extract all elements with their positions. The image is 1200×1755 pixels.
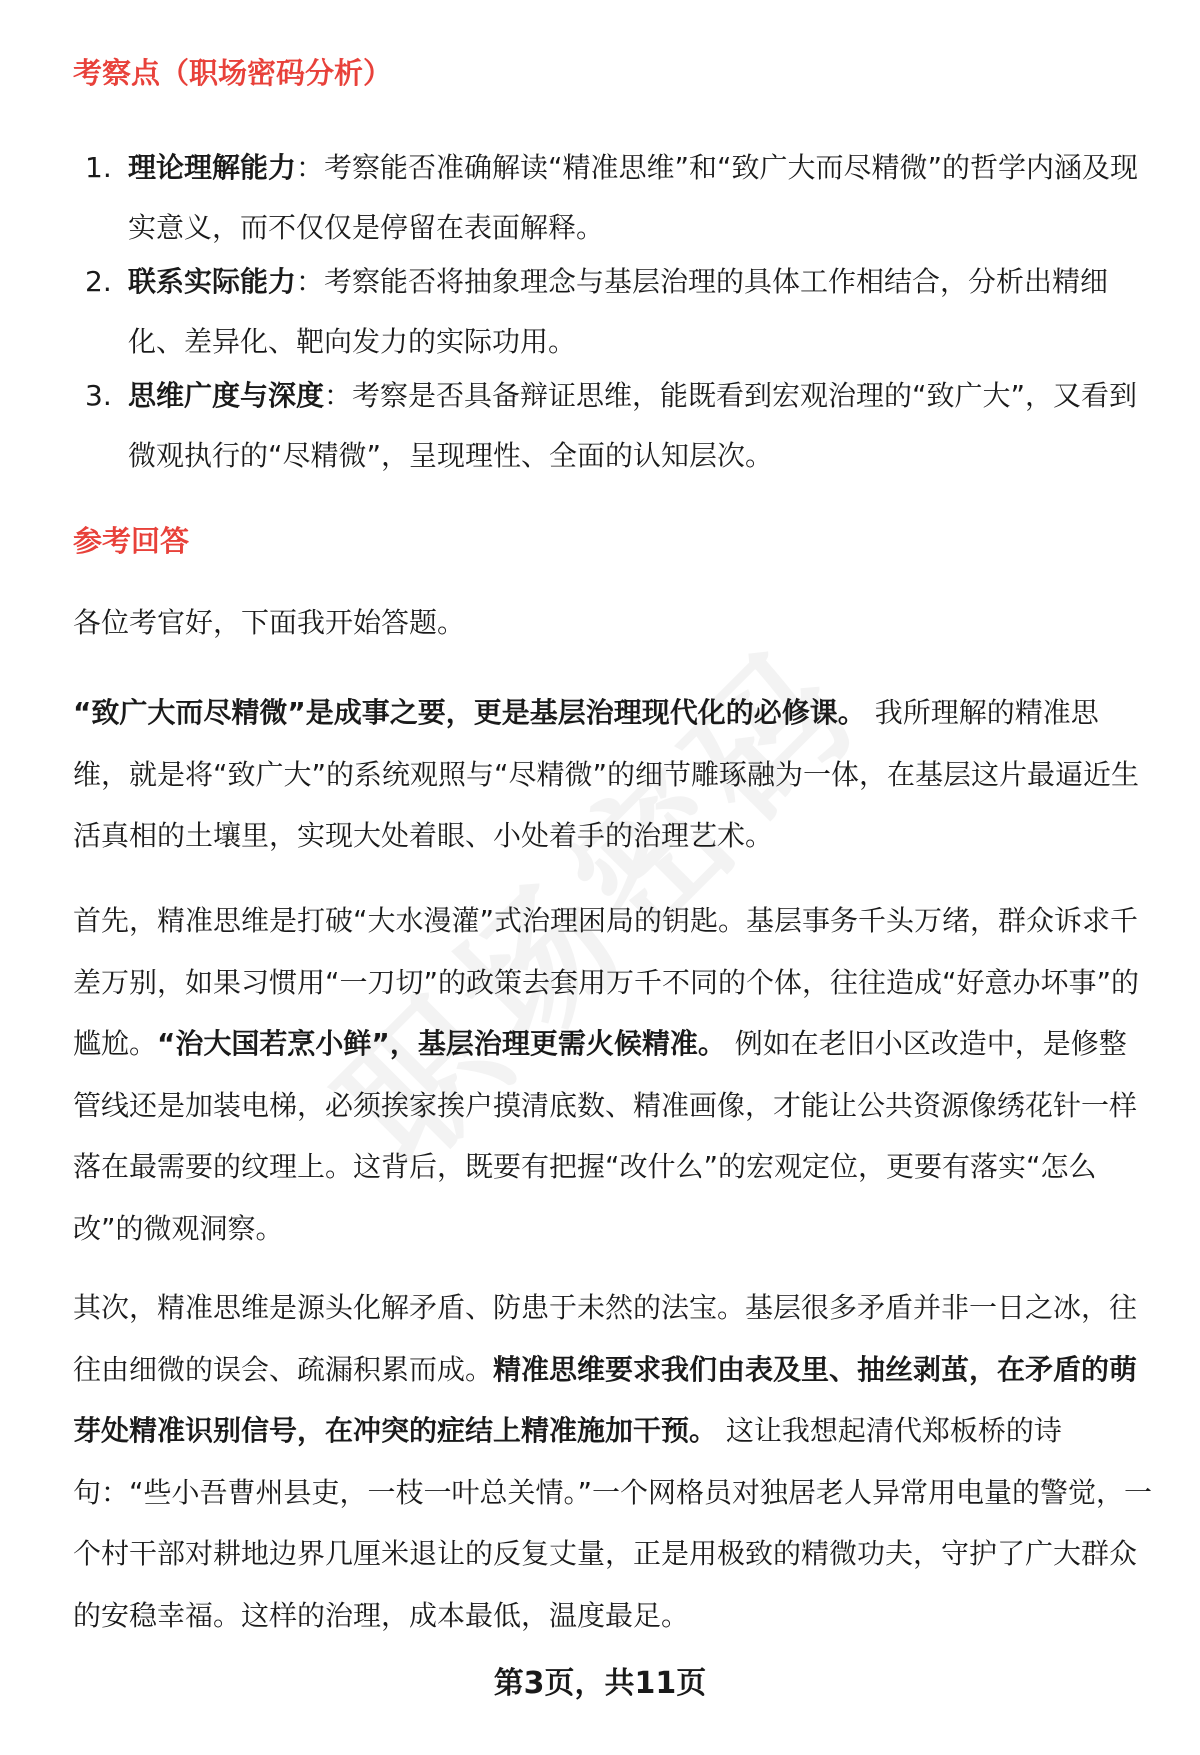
point-title: 思维广度与深度: [128, 379, 325, 412]
greeting-paragraph: 各位考官好，下面我开始答题。: [73, 606, 466, 639]
list-item: [73, 138, 1143, 258]
point-title: 联系实际能力: [128, 265, 297, 298]
emphasis-text: 精准思维要求我们由表及里、抽丝剥茧，在矛盾的萌芽处精准识别信号，在冲突的症结上精准施加干预。: [73, 1352, 1138, 1447]
paragraph-1: [73, 682, 1153, 867]
body-text: 我所理解的精准思维，就是将“致广大”的系统观照与“尽精微”的细节雕琢融为一体，在基层这片最逼近生活真相的土壤里，实现大处着眼、小处着手的治理艺术。: [73, 696, 1140, 852]
list-item: [73, 252, 1143, 372]
paragraph-3: [73, 1277, 1153, 1646]
page-number-footer: 第3页，共11页: [493, 1666, 707, 1701]
list-item: [73, 366, 1143, 486]
exam-points-list: [73, 138, 1143, 486]
body-text: 其次，精准思维是源头化解矛盾、防患于未然的法宝。基层很多矛盾并非一日之冰，往往由细微的误会、疏漏积累而成。: [73, 1291, 1138, 1386]
emphasis-text: “治大国若烹小鲜”，基层治理更需火候精准。: [157, 1027, 726, 1060]
exam-points-heading: 考察点（职场密码分析）: [73, 56, 393, 90]
list-number: 2.: [85, 265, 112, 298]
paragraph-2: [73, 890, 1153, 1259]
point-text: ：考察能否准确解读“精准思维”和“致广大而尽精微”的哲学内涵及现实意义，而不仅仅是停留在表面解释。: [128, 151, 1139, 244]
body-text: 首先，精准思维是打破“大水漫灌”式治理困局的钥匙。基层事务千头万绪，群众诉求千差万别，如果习惯用“一刀切”的政策去套用万千不同的个体，往往造成“好意办坏事”的尴尬。: [73, 904, 1140, 1060]
point-title: 理论理解能力: [128, 151, 297, 184]
emphasis-text: “致广大而尽精微”是成事之要，更是基层治理现代化的必修课。: [73, 696, 866, 729]
list-number: 1.: [85, 151, 112, 184]
reference-answer-heading: 参考回答: [73, 524, 190, 558]
point-text: ：考察能否将抽象理念与基层治理的具体工作相结合，分析出精细化、差异化、靶向发力的实际功用。: [128, 265, 1109, 358]
point-text: ：考察是否具备辩证思维，能既看到宏观治理的“致广大”，又看到微观执行的“尽精微”，呈现理性、全面的认知层次。: [128, 379, 1138, 472]
list-number: 3.: [85, 379, 112, 412]
body-text: 这让我想起清代郑板桥的诗句：“些小吾曹州县吏，一枝一叶总关情。”一个网格员对独居老人异常用电量的警觉，一个村干部对耕地边界几厘米退让的反复丈量，正是用极致的精微功夫，守护了广大群众的安稳幸福。这样的治理，成本最低，温度最足。: [73, 1414, 1153, 1632]
body-text: 例如在老旧小区改造中，是修整管线还是加装电梯，必须挨家挨户摸清底数、精准画像，才能让公共资源像绣花针一样落在最需要的纹理上。这背后，既要有把握“改什么”的宏观定位，更要有落实“怎么改”的微观洞察。: [73, 1027, 1138, 1245]
